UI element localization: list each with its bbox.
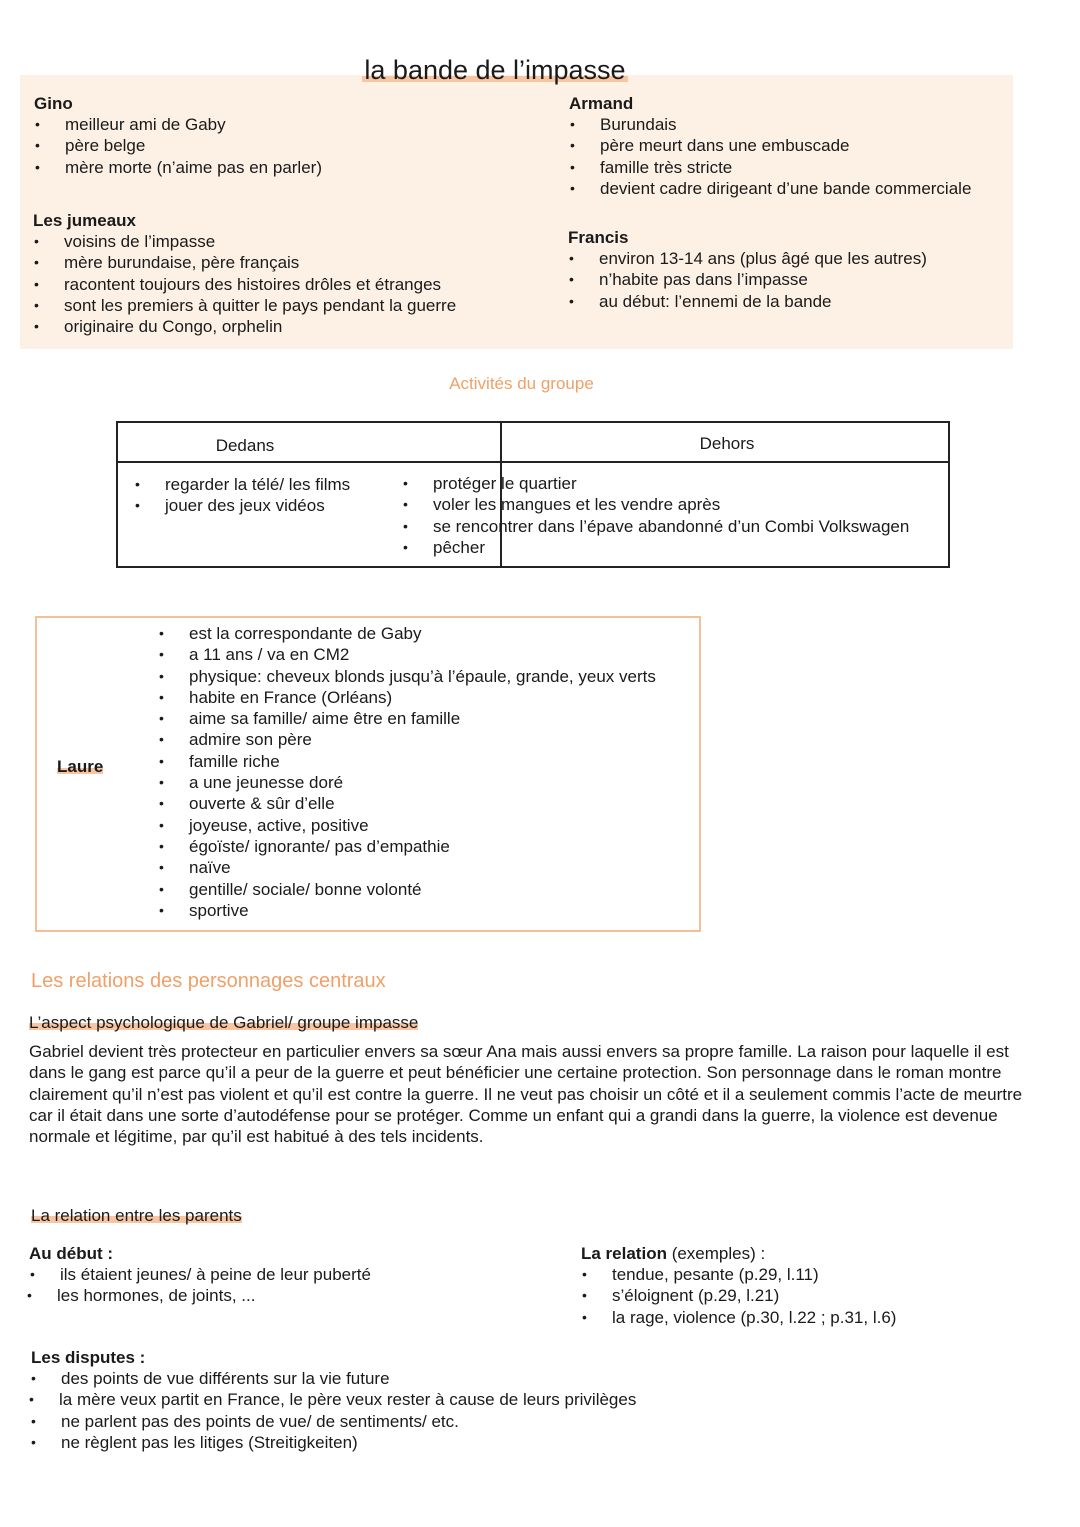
list-item: • habite en France (Orléans) [189, 687, 656, 708]
list-item: • aime sa famille/ aime être en famille [189, 708, 656, 729]
jumeaux-list [64, 231, 456, 337]
list-item: • gentille/ sociale/ bonne volonté [189, 879, 656, 900]
disputes-list [61, 1368, 638, 1453]
gino-heading: Gino [34, 94, 73, 113]
list-item: • protéger le quartier [433, 473, 909, 494]
francis-heading: Francis [568, 228, 629, 247]
relations-title: Les relations des personnages centraux [31, 970, 386, 992]
armand-heading: Armand [569, 94, 634, 113]
psych-heading: L’aspect psychologique de Gabriel/ groupe impasse [29, 1013, 419, 1032]
list-item: • physique: cheveux blonds jusqu’à l’épaule, grande, yeux verts [189, 666, 656, 687]
list-item: • mère morte (n’aime pas en parler) [65, 157, 322, 178]
gino-list [65, 114, 322, 178]
list-item: • voler les mangues et les vendre après [433, 494, 909, 515]
list-item: • sportive [189, 900, 656, 921]
armand-list [600, 114, 971, 199]
francis-list [599, 248, 927, 312]
list-item: • famille riche [189, 751, 656, 772]
dedans-header: Dedans [215, 436, 275, 455]
list-item: • originaire du Congo, orphelin [64, 316, 456, 337]
debut-list [57, 1264, 371, 1307]
psych-paragraph: Gabriel devient très protecteur en particulier envers sa sœur Ana mais aussi envers sa propre famille. La raison pour laquelle il est dans le gang est parce qu’il a peur de la guerre et peut bénéficier une certaine protection. Son personnage dans le roman montre clairement qu’il n’est pas violent et qu’il est contre la guerre. Il ne veut pas choisir un côté et il a seulement commis l’acte de meurtre car il était dans une sorte d’autodéfense pour se protéger. Comme un enfant qui a grandi dans la guerre, la violence est devenue normale et légitime, par qu’il est habitué à des tels incidents. [29, 1042, 1023, 1147]
list-item: • les hormones, de joints, ... [57, 1285, 368, 1306]
list-item: • est la correspondante de Gaby [189, 623, 656, 644]
table-header-divider [118, 461, 948, 463]
list-item: • a 11 ans / va en CM2 [189, 644, 656, 665]
disputes-heading: Les disputes : [31, 1348, 146, 1367]
list-item: • admire son père [189, 729, 656, 750]
list-item: • racontent toujours des histoires drôles et étranges [64, 274, 456, 295]
list-item: • ne parlent pas des points de vue/ de sentiments/ etc. [61, 1411, 638, 1432]
relation-heading: La relation (exemples) : [581, 1244, 766, 1263]
debut-heading: Au début : [29, 1244, 114, 1263]
list-item: • devient cadre dirigeant d’une bande commerciale [600, 178, 971, 199]
list-item: • tendue, pesante (p.29, l.11) [612, 1264, 896, 1285]
list-item: • au début: l’ennemi de la bande [599, 291, 927, 312]
list-item: • environ 13-14 ans (plus âgé que les autres) [599, 248, 927, 269]
list-item: • se rencontrer dans l’épave abandonné d’un Combi Volkswagen [433, 516, 909, 537]
list-item: • égoïste/ ignorante/ pas d’empathie [189, 836, 656, 857]
activities-title: Activités du groupe [449, 374, 594, 393]
list-item: • famille très stricte [600, 157, 971, 178]
list-item: • ils étaient jeunes/ à peine de leur puberté [60, 1264, 371, 1285]
list-item: • père meurt dans une embuscade [600, 135, 971, 156]
list-item: • des points de vue différents sur la vie future [61, 1368, 638, 1389]
list-item: • n’habite pas dans l’impasse [599, 269, 927, 290]
laure-list [189, 623, 656, 921]
list-item: • a une jeunesse doré [189, 772, 656, 793]
list-item: • naïve [189, 857, 656, 878]
list-item: • regarder la télé/ les films [165, 474, 350, 495]
list-item: • la mère veux partit en France, le père veux rester à cause de leurs privilèges [59, 1389, 636, 1410]
relation-list [612, 1264, 896, 1328]
list-item: • père belge [65, 135, 322, 156]
dehors-list [433, 473, 909, 558]
page-title: la bande de l’impasse [364, 55, 626, 85]
list-item: • la rage, violence (p.30, l.22 ; p.31, l.6) [612, 1307, 896, 1328]
dehors-header: Dehors [699, 434, 755, 453]
list-item: • voisins de l’impasse [64, 231, 456, 252]
list-item: • meilleur ami de Gaby [65, 114, 322, 135]
jumeaux-heading: Les jumeaux [33, 211, 136, 230]
list-item: • s’éloignent (p.29, l.21) [612, 1285, 896, 1306]
list-item: • mère burundaise, père français [64, 252, 456, 273]
list-item: • jouer des jeux vidéos [165, 495, 350, 516]
list-item: • Burundais [600, 114, 971, 135]
dedans-list [165, 474, 350, 517]
activities-table [116, 421, 950, 568]
laure-heading: Laure [57, 757, 104, 776]
list-item: • sont les premiers à quitter le pays pendant la guerre [64, 295, 456, 316]
list-item: • ouverte & sûr d’elle [189, 793, 656, 814]
list-item: • pêcher [433, 537, 909, 558]
parents-heading: La relation entre les parents [31, 1206, 242, 1225]
list-item: • ne règlent pas les litiges (Streitigkeiten) [61, 1432, 638, 1453]
list-item: • joyeuse, active, positive [189, 815, 656, 836]
